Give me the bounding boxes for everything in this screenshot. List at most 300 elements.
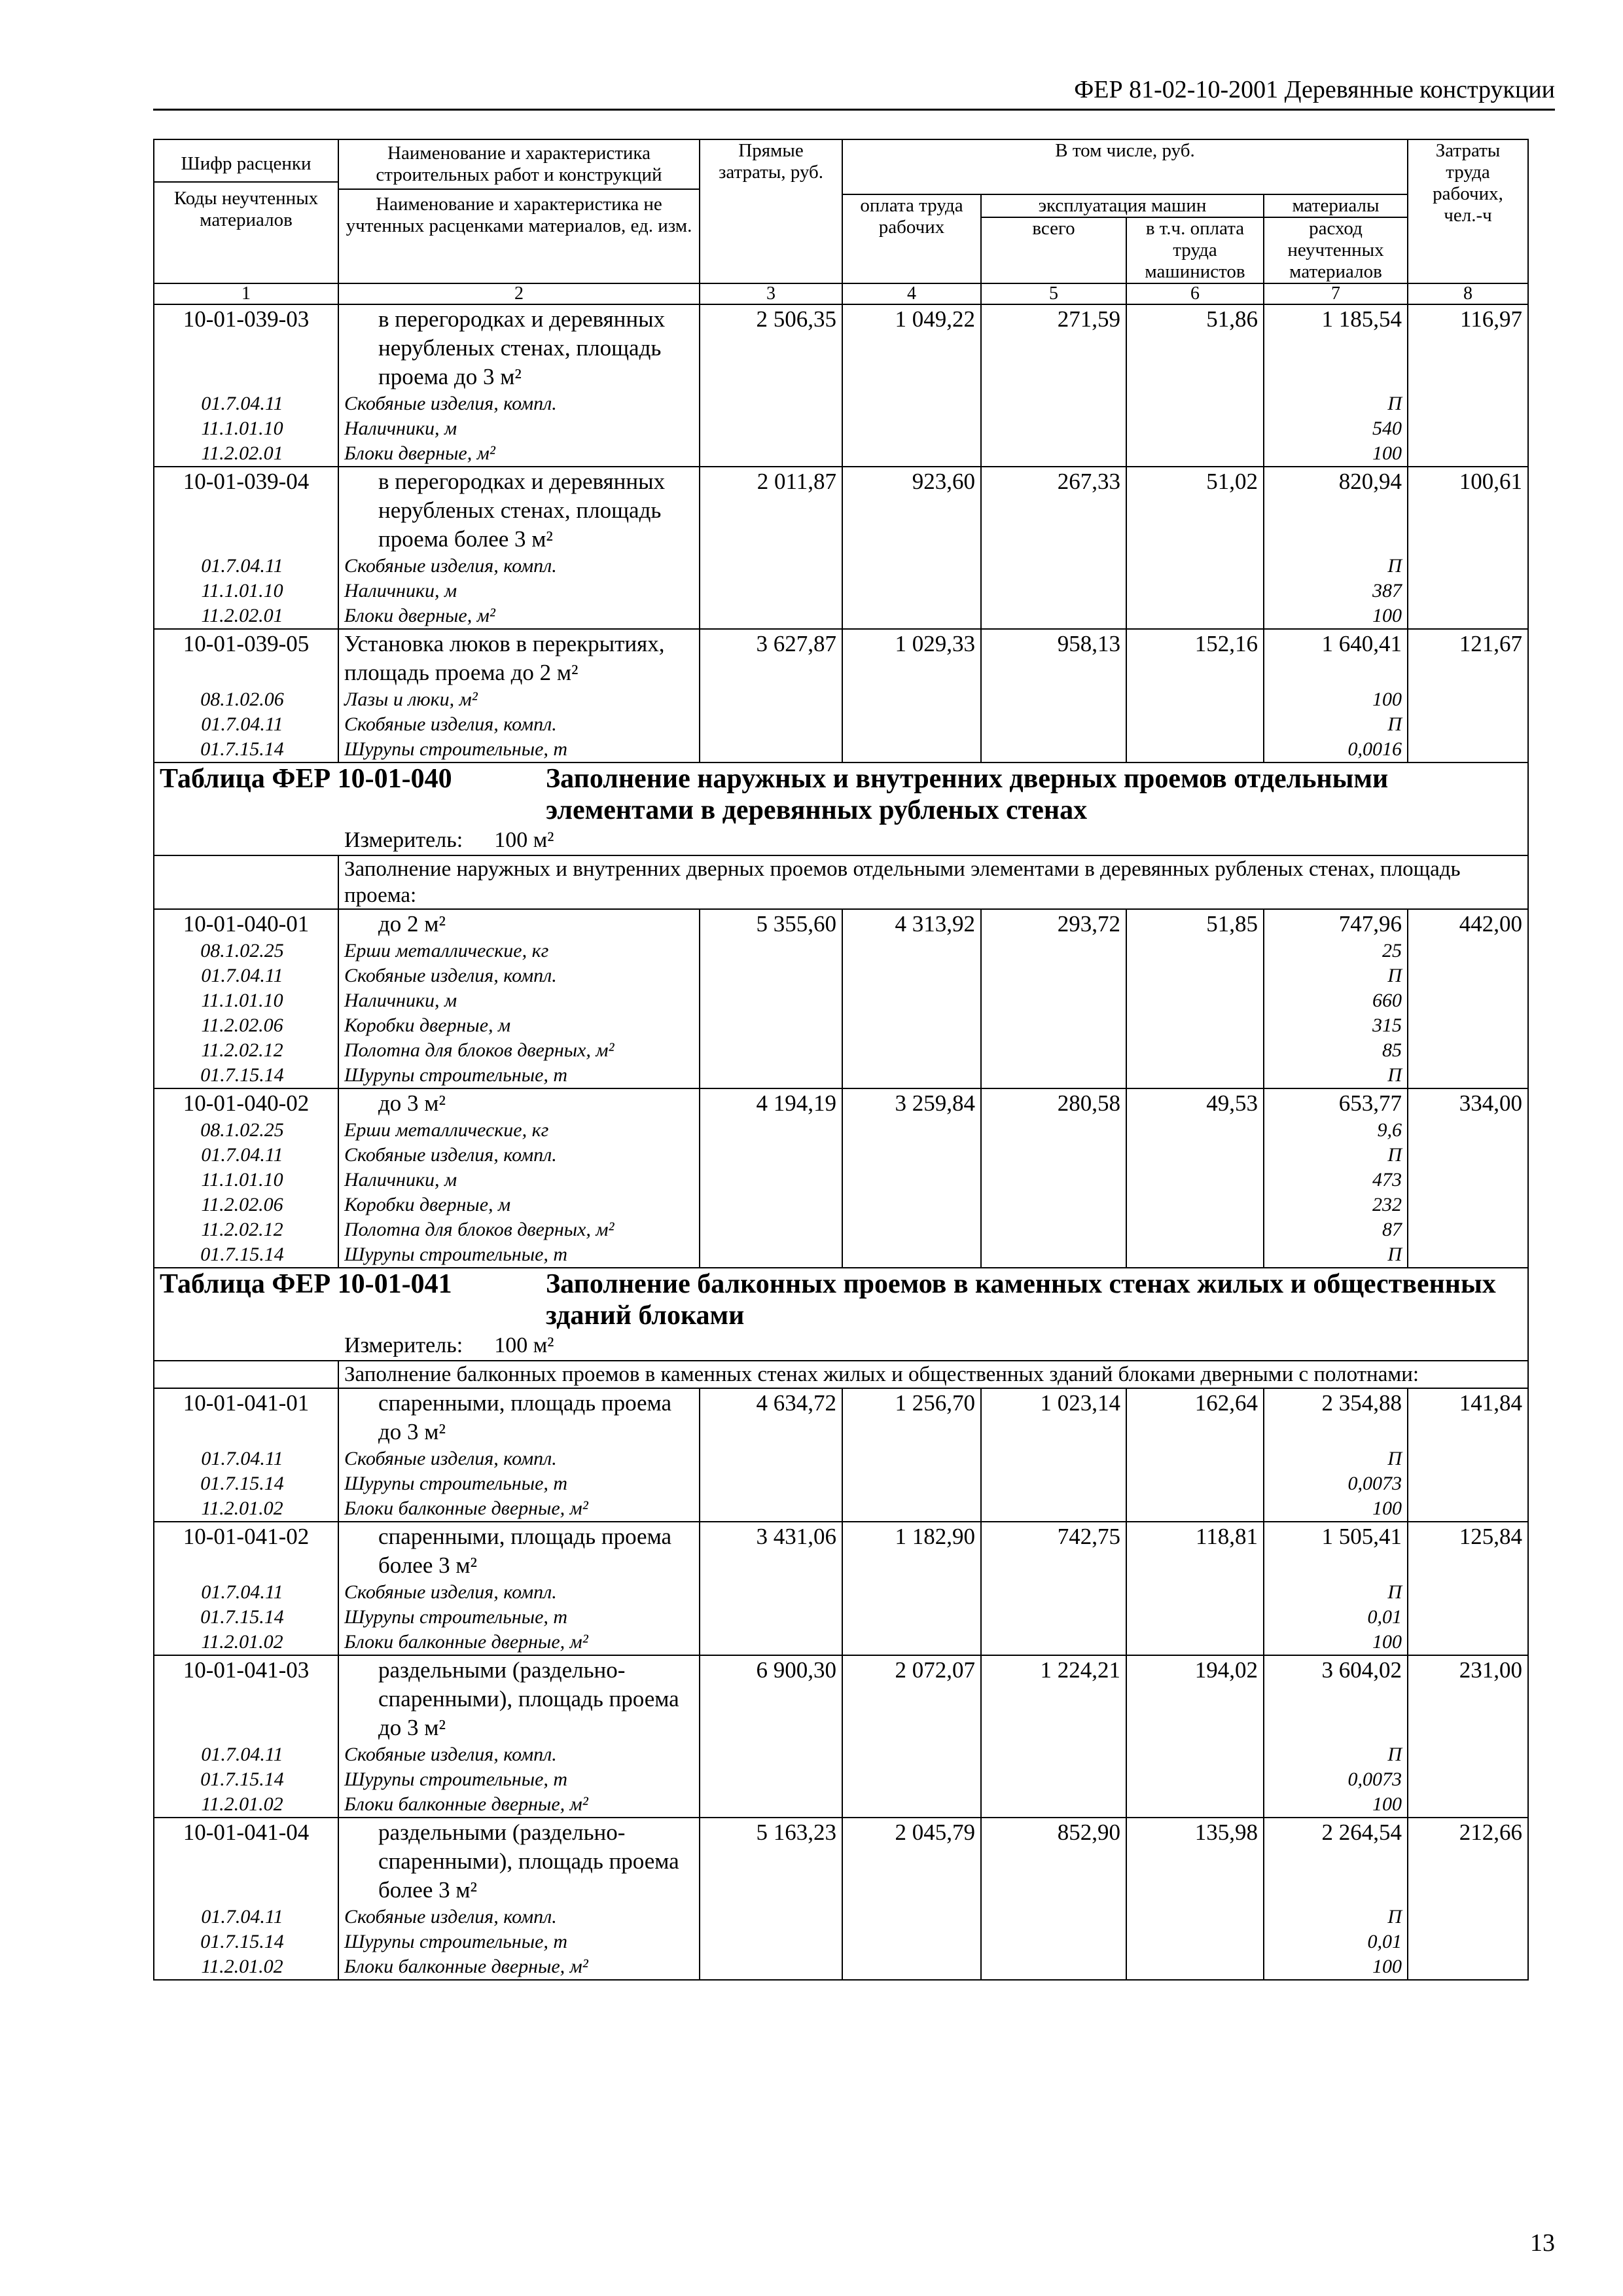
material-code: 11.2.02.06 xyxy=(154,1193,338,1217)
material-name: Лазы и люки, м² xyxy=(338,687,700,712)
material-row xyxy=(154,1168,1528,1193)
empty-cell xyxy=(1408,1605,1528,1630)
empty-cell xyxy=(700,1580,842,1605)
table-title-row xyxy=(154,762,1528,855)
header-code-bottom: Коды неучтенных материалов xyxy=(173,188,319,230)
machinist-labor-cost: 152,16 xyxy=(1126,629,1264,687)
rate-name: раздельными (раздельно-спаренными), площадь проема более 3 м² xyxy=(338,1818,700,1905)
machinist-labor-cost: 51,02 xyxy=(1126,467,1264,554)
material-cost: 3 604,02 xyxy=(1264,1655,1408,1742)
empty-cell xyxy=(700,1929,842,1954)
empty-cell xyxy=(1126,1013,1264,1038)
material-code: 01.7.15.14 xyxy=(154,737,338,762)
empty-cell xyxy=(1126,1168,1264,1193)
labor-cost: 3 259,84 xyxy=(842,1088,981,1118)
material-consumption: П xyxy=(1264,1242,1408,1268)
material-code: 01.7.15.14 xyxy=(154,1471,338,1496)
rate-code: 10-01-041-03 xyxy=(154,1655,338,1742)
material-name: Наличники, м xyxy=(338,416,700,441)
material-code: 01.7.04.11 xyxy=(154,963,338,988)
material-code: 01.7.04.11 xyxy=(154,1446,338,1471)
empty-cell xyxy=(981,603,1126,629)
machinist-labor-cost: 118,81 xyxy=(1126,1522,1264,1580)
material-cost: 1 640,41 xyxy=(1264,629,1408,687)
empty-cell xyxy=(1126,1143,1264,1168)
machinist-labor-cost: 49,53 xyxy=(1126,1088,1264,1118)
direct-cost: 4 634,72 xyxy=(700,1388,842,1446)
material-name: Скобяные изделия, компл. xyxy=(338,1905,700,1929)
empty-cell xyxy=(842,1143,981,1168)
material-name: Ерши металлические, кг xyxy=(338,939,700,963)
material-row xyxy=(154,1118,1528,1143)
material-code: 01.7.04.11 xyxy=(154,1905,338,1929)
empty-cell xyxy=(700,712,842,737)
machine-cost: 280,58 xyxy=(981,1088,1126,1118)
material-row xyxy=(154,737,1528,762)
empty-cell xyxy=(1408,1580,1528,1605)
machinist-labor-cost: 162,64 xyxy=(1126,1388,1264,1446)
empty-cell xyxy=(700,1063,842,1088)
direct-cost: 5 163,23 xyxy=(700,1818,842,1905)
empty-cell xyxy=(1408,1063,1528,1088)
direct-cost: 6 900,30 xyxy=(700,1655,842,1742)
header-name-cell xyxy=(338,139,700,283)
material-consumption: П xyxy=(1264,1742,1408,1767)
empty-cell xyxy=(1408,1792,1528,1818)
measure-value: 100 м² xyxy=(494,828,554,852)
table-label: Таблица ФЕР 10-01-041 xyxy=(160,1269,452,1299)
empty-cell xyxy=(1126,579,1264,603)
material-name: Шурупы строительные, т xyxy=(338,1767,700,1792)
empty-cell xyxy=(981,579,1126,603)
material-consumption: 0,0016 xyxy=(1264,737,1408,762)
empty-cell xyxy=(700,1013,842,1038)
empty-cell xyxy=(700,1792,842,1818)
empty-cell xyxy=(1126,939,1264,963)
rate-row xyxy=(154,1088,1528,1118)
column-number: 7 xyxy=(1264,283,1408,304)
empty-cell xyxy=(981,1605,1126,1630)
measure xyxy=(160,826,1522,855)
empty-cell xyxy=(700,554,842,579)
empty-cell xyxy=(1126,554,1264,579)
empty-cell xyxy=(700,1954,842,1980)
machine-cost: 958,13 xyxy=(981,629,1126,687)
labor-hours: 125,84 xyxy=(1408,1522,1528,1580)
rate-row xyxy=(154,909,1528,939)
empty-cell xyxy=(1126,1446,1264,1471)
material-code: 11.2.02.01 xyxy=(154,441,338,467)
rate-row xyxy=(154,1655,1528,1742)
material-row xyxy=(154,1630,1528,1655)
empty-cell xyxy=(842,1580,981,1605)
material-code: 11.2.02.01 xyxy=(154,603,338,629)
empty-cell xyxy=(842,1063,981,1088)
material-consumption: П xyxy=(1264,391,1408,416)
empty-cell xyxy=(1408,1446,1528,1471)
empty-cell xyxy=(842,737,981,762)
table-title-cell xyxy=(154,762,1528,855)
material-consumption: 85 xyxy=(1264,1038,1408,1063)
empty-cell xyxy=(981,1954,1126,1980)
material-code: 08.1.02.06 xyxy=(154,687,338,712)
empty-cell xyxy=(1408,441,1528,467)
material-consumption: П xyxy=(1264,1905,1408,1929)
material-code: 01.7.04.11 xyxy=(154,391,338,416)
material-name: Блоки дверные, м² xyxy=(338,441,700,467)
empty-cell xyxy=(700,1242,842,1268)
material-code: 11.2.01.02 xyxy=(154,1496,338,1522)
material-name: Блоки балконные дверные, м² xyxy=(338,1792,700,1818)
empty-cell xyxy=(1408,1767,1528,1792)
empty-cell xyxy=(842,391,981,416)
rate-row xyxy=(154,1388,1528,1446)
empty-cell xyxy=(1126,441,1264,467)
labor-cost: 2 072,07 xyxy=(842,1655,981,1742)
material-name: Скобяные изделия, компл. xyxy=(338,1143,700,1168)
material-cost: 2 264,54 xyxy=(1264,1818,1408,1905)
rate-name: раздельными (раздельно-спаренными), площадь проема до 3 м² xyxy=(338,1655,700,1742)
material-consumption: 100 xyxy=(1264,603,1408,629)
material-consumption: 473 xyxy=(1264,1168,1408,1193)
empty-cell xyxy=(1126,1471,1264,1496)
table-title-row xyxy=(154,1268,1528,1361)
empty-cell xyxy=(700,939,842,963)
empty-cell xyxy=(1408,1742,1528,1767)
empty-cell xyxy=(981,441,1126,467)
empty-cell xyxy=(1126,416,1264,441)
empty-cell xyxy=(842,441,981,467)
empty-cell xyxy=(981,1471,1126,1496)
empty-cell xyxy=(842,1767,981,1792)
direct-cost: 3 431,06 xyxy=(700,1522,842,1580)
empty-cell xyxy=(1408,1168,1528,1193)
material-code: 08.1.02.25 xyxy=(154,1118,338,1143)
labor-hours: 334,00 xyxy=(1408,1088,1528,1118)
material-consumption: 0,0073 xyxy=(1264,1471,1408,1496)
empty-cell xyxy=(1408,687,1528,712)
empty-cell xyxy=(1126,1193,1264,1217)
rate-name: в перегородках и деревянных нерубленых стенах, площадь проема более 3 м² xyxy=(338,467,700,554)
empty-cell xyxy=(981,1143,1126,1168)
material-cost: 2 354,88 xyxy=(1264,1388,1408,1446)
table-description: Заполнение балконных проемов в каменных стенах жилых и общественных зданий блоками дверными с полотнами: xyxy=(338,1361,1528,1388)
empty-cell xyxy=(981,712,1126,737)
empty-cell xyxy=(981,1742,1126,1767)
material-row xyxy=(154,1792,1528,1818)
empty-cell xyxy=(842,988,981,1013)
empty-cell xyxy=(1408,1496,1528,1522)
material-code: 01.7.15.14 xyxy=(154,1242,338,1268)
empty-cell xyxy=(842,1446,981,1471)
empty-cell xyxy=(1126,1742,1264,1767)
rate-name: в перегородках и деревянных нерубленых стенах, площадь проема до 3 м² xyxy=(338,304,700,391)
empty-cell xyxy=(981,1217,1126,1242)
empty-cell xyxy=(842,1496,981,1522)
rate-row xyxy=(154,1522,1528,1580)
empty-cell xyxy=(700,1038,842,1063)
rate-code: 10-01-041-02 xyxy=(154,1522,338,1580)
empty-cell xyxy=(700,737,842,762)
empty-cell xyxy=(1126,1630,1264,1655)
material-name: Полотна для блоков дверных, м² xyxy=(338,1038,700,1063)
material-row xyxy=(154,1580,1528,1605)
empty-cell xyxy=(1408,416,1528,441)
empty-cell xyxy=(1126,1496,1264,1522)
empty-cell xyxy=(1126,1767,1264,1792)
empty-cell xyxy=(842,1242,981,1268)
empty-cell xyxy=(981,988,1126,1013)
empty-cell xyxy=(1408,737,1528,762)
material-consumption: 100 xyxy=(1264,1954,1408,1980)
material-name: Блоки балконные дверные, м² xyxy=(338,1496,700,1522)
direct-cost: 4 194,19 xyxy=(700,1088,842,1118)
empty-cell xyxy=(981,1446,1126,1471)
column-number: 2 xyxy=(338,283,700,304)
column-number: 3 xyxy=(700,283,842,304)
machine-cost: 271,59 xyxy=(981,304,1126,391)
material-code: 11.2.01.02 xyxy=(154,1954,338,1980)
material-row xyxy=(154,1471,1528,1496)
material-consumption: 0,01 xyxy=(1264,1929,1408,1954)
material-code: 01.7.04.11 xyxy=(154,554,338,579)
empty-cell xyxy=(700,1905,842,1929)
material-name: Блоки балконные дверные, м² xyxy=(338,1630,700,1655)
empty-cell xyxy=(842,712,981,737)
empty-cell xyxy=(1408,391,1528,416)
rate-code: 10-01-039-05 xyxy=(154,629,338,687)
material-code: 11.2.02.12 xyxy=(154,1217,338,1242)
empty-cell xyxy=(842,1630,981,1655)
material-name: Скобяные изделия, компл. xyxy=(338,1446,700,1471)
column-number: 4 xyxy=(842,283,981,304)
material-row xyxy=(154,1767,1528,1792)
material-row xyxy=(154,963,1528,988)
table-description: Заполнение наружных и внутренних дверных проемов отдельными элементами в деревянных рубленых стенах, площадь проема: xyxy=(338,855,1528,909)
machine-cost: 1 023,14 xyxy=(981,1388,1126,1446)
empty-cell xyxy=(700,1496,842,1522)
material-consumption: П xyxy=(1264,1580,1408,1605)
material-code: 11.2.01.02 xyxy=(154,1630,338,1655)
machine-cost: 293,72 xyxy=(981,909,1126,939)
rate-code: 10-01-039-03 xyxy=(154,304,338,391)
empty-cell xyxy=(842,1954,981,1980)
rate-code: 10-01-040-01 xyxy=(154,909,338,939)
material-row xyxy=(154,1496,1528,1522)
material-consumption: П xyxy=(1264,554,1408,579)
material-name: Шурупы строительные, т xyxy=(338,1605,700,1630)
material-name: Блоки балконные дверные, м² xyxy=(338,1954,700,1980)
rate-row xyxy=(154,467,1528,554)
material-cost: 747,96 xyxy=(1264,909,1408,939)
empty-cell xyxy=(1408,1905,1528,1929)
material-name: Блоки дверные, м² xyxy=(338,603,700,629)
empty-cell xyxy=(981,554,1126,579)
empty-cell xyxy=(700,988,842,1013)
labor-cost: 2 045,79 xyxy=(842,1818,981,1905)
material-consumption: П xyxy=(1264,1063,1408,1088)
header-code-top: Шифр расценки xyxy=(181,153,312,174)
measure-value: 100 м² xyxy=(494,1333,554,1357)
header-hours: Затраты труда рабочих, чел.-ч xyxy=(1408,139,1528,283)
empty-cell xyxy=(1126,712,1264,737)
empty-cell xyxy=(981,1496,1126,1522)
empty-cell xyxy=(981,1038,1126,1063)
empty-cell xyxy=(1126,963,1264,988)
machine-cost: 852,90 xyxy=(981,1818,1126,1905)
empty-cell xyxy=(700,963,842,988)
material-code: 01.7.15.14 xyxy=(154,1929,338,1954)
machine-cost: 742,75 xyxy=(981,1522,1126,1580)
page-number: 13 xyxy=(1530,2229,1555,2257)
empty-cell xyxy=(154,1361,338,1388)
empty-cell xyxy=(981,1580,1126,1605)
empty-cell xyxy=(842,554,981,579)
rate-name: до 2 м² xyxy=(338,909,700,939)
material-consumption: 0,0073 xyxy=(1264,1767,1408,1792)
rate-name: Установка люков в перекрытиях, площадь проема до 2 м² xyxy=(338,629,700,687)
empty-cell xyxy=(1126,687,1264,712)
empty-cell xyxy=(842,1792,981,1818)
material-code: 11.1.01.10 xyxy=(154,579,338,603)
empty-cell xyxy=(981,939,1126,963)
empty-cell xyxy=(1126,1038,1264,1063)
empty-cell xyxy=(1408,1013,1528,1038)
material-row xyxy=(154,1905,1528,1929)
material-consumption: 87 xyxy=(1264,1217,1408,1242)
empty-cell xyxy=(700,603,842,629)
labor-hours: 100,61 xyxy=(1408,467,1528,554)
material-name: Шурупы строительные, т xyxy=(338,737,700,762)
empty-cell xyxy=(1408,1143,1528,1168)
rate-name: до 3 м² xyxy=(338,1088,700,1118)
labor-hours: 212,66 xyxy=(1408,1818,1528,1905)
empty-cell xyxy=(842,1217,981,1242)
empty-cell xyxy=(1126,1954,1264,1980)
material-consumption: 387 xyxy=(1264,579,1408,603)
empty-cell xyxy=(1408,554,1528,579)
empty-cell xyxy=(1126,1580,1264,1605)
header-direct: Прямые затраты, руб. xyxy=(700,139,842,283)
empty-cell xyxy=(981,1193,1126,1217)
empty-cell xyxy=(842,603,981,629)
material-cost: 820,94 xyxy=(1264,467,1408,554)
empty-cell xyxy=(1408,963,1528,988)
direct-cost: 2 506,35 xyxy=(700,304,842,391)
empty-cell xyxy=(1126,1118,1264,1143)
material-row xyxy=(154,1217,1528,1242)
empty-cell xyxy=(700,1605,842,1630)
measure-label: Измеритель: xyxy=(344,1333,463,1357)
empty-cell xyxy=(842,687,981,712)
empty-cell xyxy=(1126,988,1264,1013)
machine-cost: 1 224,21 xyxy=(981,1655,1126,1742)
empty-cell xyxy=(1408,1038,1528,1063)
material-row xyxy=(154,1063,1528,1088)
machinist-labor-cost: 51,85 xyxy=(1126,909,1264,939)
machinist-labor-cost: 135,98 xyxy=(1126,1818,1264,1905)
material-consumption: П xyxy=(1264,1446,1408,1471)
empty-cell xyxy=(1126,1242,1264,1268)
material-code: 01.7.04.11 xyxy=(154,1580,338,1605)
empty-cell xyxy=(1126,391,1264,416)
material-consumption: 25 xyxy=(1264,939,1408,963)
empty-cell xyxy=(981,1630,1126,1655)
empty-cell xyxy=(700,1742,842,1767)
empty-cell xyxy=(1126,1792,1264,1818)
rate-row xyxy=(154,304,1528,391)
material-row xyxy=(154,416,1528,441)
rate-code: 10-01-041-04 xyxy=(154,1818,338,1905)
header-group: В том числе, руб. xyxy=(842,139,1408,194)
labor-cost: 1 029,33 xyxy=(842,629,981,687)
empty-cell xyxy=(1126,1217,1264,1242)
material-name: Шурупы строительные, т xyxy=(338,1063,700,1088)
material-code: 11.1.01.10 xyxy=(154,988,338,1013)
material-cost: 1 505,41 xyxy=(1264,1522,1408,1580)
empty-cell xyxy=(1408,1118,1528,1143)
material-code: 11.2.02.06 xyxy=(154,1013,338,1038)
material-code: 01.7.04.11 xyxy=(154,1742,338,1767)
material-name: Скобяные изделия, компл. xyxy=(338,963,700,988)
empty-cell xyxy=(842,963,981,988)
labor-hours: 116,97 xyxy=(1408,304,1528,391)
table-description-row xyxy=(154,855,1528,909)
rate-code: 10-01-040-02 xyxy=(154,1088,338,1118)
rate-code: 10-01-041-01 xyxy=(154,1388,338,1446)
empty-cell xyxy=(981,1118,1126,1143)
empty-cell xyxy=(1126,1063,1264,1088)
material-consumption: П xyxy=(1264,712,1408,737)
empty-cell xyxy=(1408,1242,1528,1268)
material-code: 11.1.01.10 xyxy=(154,416,338,441)
direct-cost: 2 011,87 xyxy=(700,467,842,554)
column-number: 8 xyxy=(1408,283,1528,304)
empty-cell xyxy=(1408,712,1528,737)
material-code: 01.7.04.11 xyxy=(154,1143,338,1168)
empty-cell xyxy=(981,1013,1126,1038)
column-number: 6 xyxy=(1126,283,1264,304)
empty-cell xyxy=(1408,1217,1528,1242)
material-code: 01.7.15.14 xyxy=(154,1767,338,1792)
empty-cell xyxy=(700,1118,842,1143)
measure xyxy=(160,1331,1522,1360)
empty-cell xyxy=(981,1792,1126,1818)
rates-table xyxy=(153,139,1529,1981)
empty-cell xyxy=(700,1446,842,1471)
material-row xyxy=(154,603,1528,629)
machinist-labor-cost: 51,86 xyxy=(1126,304,1264,391)
empty-cell xyxy=(981,1168,1126,1193)
header-divider xyxy=(339,188,699,190)
material-row xyxy=(154,1929,1528,1954)
table-name: Заполнение балконных проемов в каменных стенах жилых и общественных зданий блоками xyxy=(546,1269,1496,1331)
empty-cell xyxy=(1408,1471,1528,1496)
material-name: Шурупы строительные, т xyxy=(338,1929,700,1954)
material-name: Скобяные изделия, компл. xyxy=(338,1742,700,1767)
empty-cell xyxy=(1408,1954,1528,1980)
empty-cell xyxy=(700,391,842,416)
material-row xyxy=(154,1013,1528,1038)
material-consumption: 232 xyxy=(1264,1193,1408,1217)
empty-cell xyxy=(700,687,842,712)
empty-cell xyxy=(842,579,981,603)
material-row xyxy=(154,1143,1528,1168)
empty-cell xyxy=(1126,1929,1264,1954)
direct-cost: 3 627,87 xyxy=(700,629,842,687)
material-name: Скобяные изделия, компл. xyxy=(338,1580,700,1605)
material-consumption: 100 xyxy=(1264,441,1408,467)
